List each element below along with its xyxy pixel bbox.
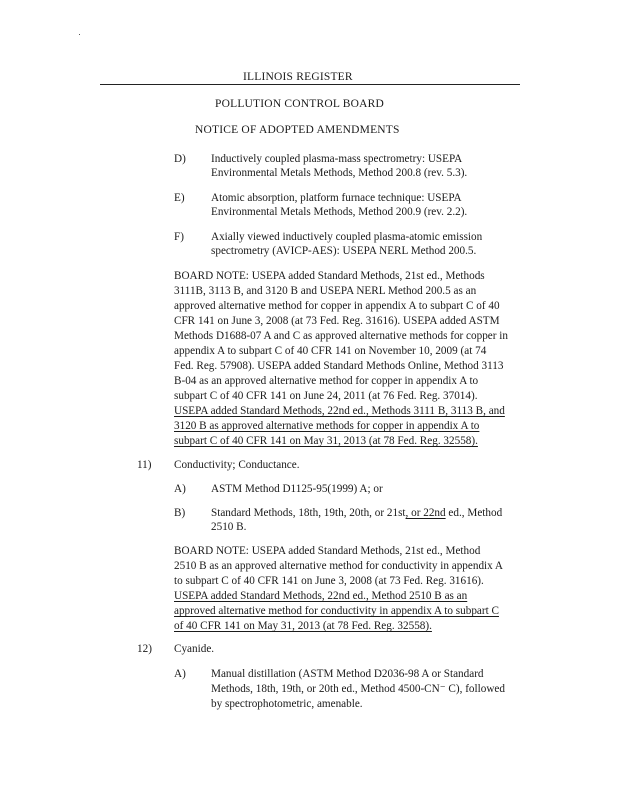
item-text: Atomic absorption, platform furnace technique: USEPA: [211, 192, 462, 204]
section-title-conductivity: Conductivity; Conductance.: [174, 459, 300, 471]
item-label-a: A): [174, 483, 186, 495]
section-title-cyanide: Cyanide.: [174, 643, 215, 655]
item-label-e: E): [174, 192, 185, 204]
item-text: Environmental Metals Methods, Method 200.8 (rev. 5.3).: [211, 167, 468, 179]
item-text: Manual distillation (ASTM Method D2036-98 A or Standard: [211, 668, 484, 680]
item-label-b: B): [174, 507, 186, 519]
item-label-a: A): [174, 668, 186, 680]
board-note-line: approved alternative method for copper in appendix A to subpart C of 40: [174, 300, 500, 312]
board-note-line: BOARD NOTE: USEPA added Standard Methods, 21st ed., Method: [174, 545, 481, 557]
item-text: Axially viewed inductively coupled plasma-atomic emission: [211, 231, 483, 243]
item-text: Environmental Metals Methods, Method 200.9 (rev. 2.2).: [211, 206, 468, 218]
board-note-line: subpart C of 40 CFR 141 on June 24, 2011 (at 76 Fed. Reg. 37014).: [174, 390, 478, 402]
section-number-12: 12): [137, 643, 152, 655]
section-number-11: 11): [137, 459, 152, 471]
board-note-line: to subpart C of 40 CFR 141 on June 3, 2008 (at 73 Fed. Reg. 31616).: [174, 575, 484, 587]
board-note-line: BOARD NOTE: USEPA added Standard Methods, 21st ed., Methods: [174, 270, 485, 282]
board-note-line: appendix A to subpart C of 40 CFR 141 on November 10, 2009 (at 74: [174, 345, 487, 357]
board-note-added-line: USEPA added Standard Methods, 22nd ed., Method 2510 B as an: [174, 590, 468, 602]
inserted-text: , or 22nd: [405, 507, 446, 519]
item-text: spectrometry (AVICP-AES): USEPA NERL Method 200.5.: [211, 245, 477, 257]
board-note-line: B-04 as an approved alternative method for copper in appendix A to: [174, 375, 479, 387]
board-note-line: Methods D1688-07 A and C as approved alternative methods for copper in: [174, 330, 508, 342]
item-text: 2510 B.: [211, 521, 247, 533]
board-note-line: 3111B, 3113 B, and 3120 B and USEPA NERL Method 200.5 as an: [174, 285, 477, 297]
board-note-added-line: subpart C of 40 CFR 141 on May 31, 2013 (at 78 Fed. Reg. 32558).: [174, 435, 478, 447]
item-text: by spectrophotometric, amenable.: [211, 698, 363, 710]
item-text-part: Standard Methods, 18th, 19th, 20th, or 21st: [211, 507, 406, 519]
item-text: Inductively coupled plasma-mass spectrometry: USEPA: [211, 153, 463, 165]
board-note-line: Fed. Reg. 57908). USEPA added Standard Methods Online, Method 3113: [174, 360, 504, 372]
item-text: Methods, 18th, 19th, or 20th ed., Method 4500-CN⁻ C), followed: [211, 683, 505, 695]
item-text-part: ed., Method: [445, 507, 503, 519]
board-note-added-line: of 40 CFR 141 on May 31, 2013 (at 78 Fed. Reg. 32558).: [174, 620, 432, 632]
board-note-line: 2510 B as an approved alternative method for conductivity in appendix A: [174, 560, 504, 572]
notice-title: NOTICE OF ADOPTED AMENDMENTS: [195, 124, 400, 136]
header-rule: [100, 84, 520, 85]
register-title: ILLINOIS REGISTER: [243, 71, 353, 83]
board-note-added-line: 3120 B as approved alternative methods for copper in appendix A to: [174, 420, 480, 432]
item-text-with-insertion: [211, 505, 502, 521]
item-label-f: F): [174, 231, 184, 243]
scan-speck: [79, 34, 80, 35]
board-note-line: CFR 141 on June 3, 2008 (at 73 Fed. Reg. 31616). USEPA added ASTM: [174, 315, 500, 327]
item-text: ASTM Method D1125-95(1999) A; or: [211, 483, 383, 495]
board-title: POLLUTION CONTROL BOARD: [215, 98, 385, 110]
item-label-d: D): [174, 153, 186, 165]
board-note-added-line: USEPA added Standard Methods, 22nd ed., Methods 3111 B, 3113 B, and: [174, 405, 505, 417]
board-note-added-line: approved alternative method for conductivity in appendix A to subpart C: [174, 605, 499, 617]
